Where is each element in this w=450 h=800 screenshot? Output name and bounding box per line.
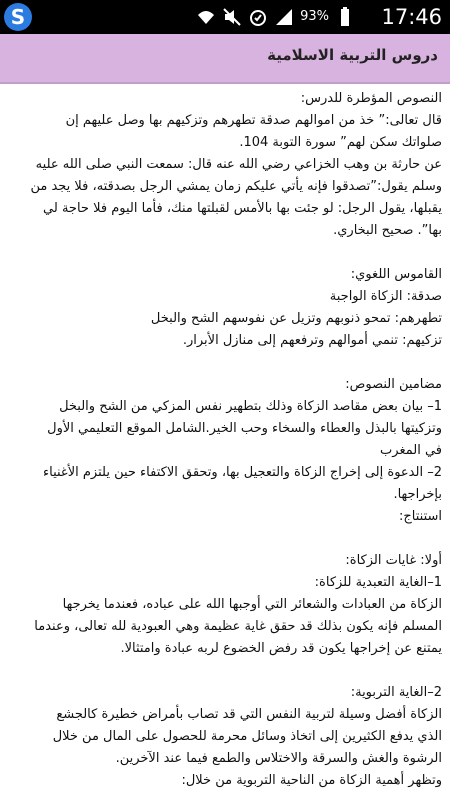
text-line: النصوص المؤطرة للدرس: xyxy=(300,91,442,106)
alarm-icon xyxy=(248,7,268,27)
text-line: تزكيهم: تنمي أموالهم وترفعهم إلى منازل الأبرار. xyxy=(182,333,442,348)
text-line: عن حارثة بن وهب الخزاعي رضي الله عنه قال: سمعت النبي صلى الله عليه xyxy=(35,157,442,172)
text-line: وسلم يقول:”تصدقوا فإنه يأتي عليكم زمان يمشي الرجل بصدقته، فلا يجد من xyxy=(30,179,442,194)
app-title: دروس التربية الاسلامية xyxy=(267,46,438,64)
text-line: يقبلها، يقول الرجل: لو جئت بها بالأمس لقبلتها منك، فأما اليوم فلا حاجة لي xyxy=(43,201,442,216)
status-bar xyxy=(0,0,450,34)
text-line: صدقة: الزكاة الواجبة xyxy=(329,289,442,304)
text-line: 1– بيان بعض مقاصد الزكاة وذلك بتطهير نفس المزكي من الشح والبخل xyxy=(59,399,442,414)
battery-icon xyxy=(335,7,355,27)
text-line: الرشوة والغش والسرقة والاختلاس والطمع فيما عند الآخرين. xyxy=(115,751,442,766)
text-line: المسلم فإنه يكون بذلك قد حقق غاية عظيمة وهي العبودية لله تعالى، وعندما xyxy=(34,619,442,634)
lesson-content[interactable] xyxy=(0,88,450,800)
blank-line xyxy=(0,528,450,550)
text-line: وتظهر أهمية الزكاة من الناحية التربوية من خلال: xyxy=(181,773,442,788)
battery-percent: 93% xyxy=(300,9,329,24)
text-line: تطهرهم: تمحو ذنوبهم وتزيل عن نفوسهم الشح والبخل xyxy=(150,311,442,326)
app-bar xyxy=(0,34,450,82)
app-logo-icon: S xyxy=(4,3,32,31)
text-line: بها”. صحيح البخاري. xyxy=(333,223,442,238)
status-icons xyxy=(196,7,355,27)
wifi-icon xyxy=(196,7,216,27)
text-line: 2– الدعوة إلى إخراج الزكاة والتعجيل بها، وتحقق الاكتفاء حين يلتزم الأغنياء xyxy=(43,465,442,480)
text-line: وتزكيتها بالبذل والعطاء والسخاء وحب الخير.الشامل الموقع التعليمي الأول xyxy=(47,421,442,436)
text-line: قال تعالى:” خذ من اموالهم صدقة تطهرهم وتزكيهم بها وصل عليهم إن xyxy=(65,113,442,128)
signal-icon xyxy=(274,7,294,27)
text-line: الزكاة أفضل وسيلة لتربية النفس التي قد تصاب بأمراض خطيرة كالجشع xyxy=(56,707,442,722)
blank-line xyxy=(0,352,450,374)
clock: 17:46 xyxy=(381,5,442,29)
mute-icon xyxy=(222,7,242,27)
text-line: أولا: غايات الزكاة: xyxy=(345,553,442,568)
blank-line xyxy=(0,242,450,264)
text-line: 2–الغاية التربوية: xyxy=(350,685,442,700)
text-line: صلواتك سكن لهم” سورة التوبة 104. xyxy=(239,135,442,150)
text-line: الذي يدفع الكثيرين إلى اتخاذ وسائل محرمة للحصول على المال من خلال xyxy=(52,729,442,744)
text-line: بإخراجها. xyxy=(393,487,442,502)
text-line: الزكاة من العبادات والشعائر التي أوجبها الله على عباده، فعندما يخرجها xyxy=(62,597,442,612)
app-bar-divider xyxy=(0,82,450,84)
blank-line xyxy=(0,660,450,682)
text-line: يمتنع عن إخراجها يكون قد رفض الخضوع لربه عبادة وامتثالا. xyxy=(120,641,442,656)
text-line: القاموس اللغوي: xyxy=(350,267,442,282)
text-line: في المغرب xyxy=(380,443,442,458)
text-line: 1–الغاية التعبدية للزكاة: xyxy=(314,575,442,590)
text-line: استنتاج: xyxy=(398,509,442,524)
text-line: مضامين النصوص: xyxy=(345,377,442,392)
